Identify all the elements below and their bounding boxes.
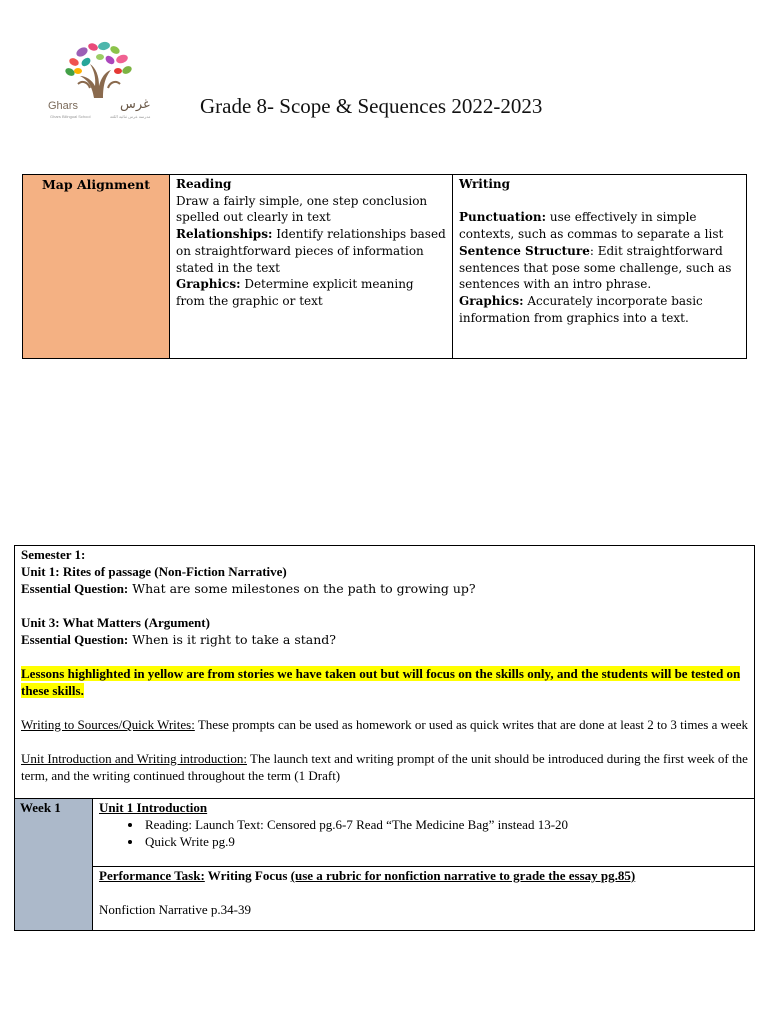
performance-task-rubric: (use a rubric for nonfiction narrative to grade the essay pg.85) [290, 868, 636, 883]
logo-subtitle: Ghars Bilingual School [50, 114, 91, 119]
writing-graphics-text: Accurately incorporate basic information from graphics into a text. [459, 293, 703, 325]
spacer [21, 597, 748, 614]
relationships-text: Identify relationships based on straightforward pieces of information stated in the text [176, 227, 446, 275]
reading-header: Reading [176, 177, 232, 191]
writing-to-sources-label: Writing to Sources/Quick Writes: [21, 717, 195, 732]
highlight-note-text: Lessons highlighted in yellow are from stories we have taken out but will focus on the skills only, and the students will be tested on these skills. [21, 666, 741, 698]
unit3-eq-label: Essential Question: [21, 632, 129, 647]
unit-introduction-text: The launch text and writing prompt of the unit should be introduced during the first week of the term, and the writing continued throughout the term (1 Draft) [21, 751, 748, 783]
graphics-label: Graphics: [176, 277, 241, 292]
writing-graphics [459, 293, 740, 326]
reading-cell [170, 175, 453, 358]
week-1-row [15, 798, 754, 930]
logo-arabic-wordmark: غرس [120, 97, 150, 112]
unit1-essential-question [21, 580, 748, 597]
week-1-performance-task-cell [93, 867, 754, 930]
graphics-text: Determine explicit meaning from the graphic or text [176, 277, 414, 308]
writing-header: Writing [459, 177, 511, 191]
unit3-title: Unit 3: What Matters (Argument) [21, 615, 210, 630]
writing-to-sources-text: These prompts can be used as homework or used as quick writes that are done at least 2 to 3 times a week [194, 717, 749, 732]
spacer [459, 193, 740, 210]
list-item: • Reading: Launch Text: Censored pg.6-7 Read “The Medicine Bag” instead 13-20 [143, 816, 748, 833]
highlight-note [21, 665, 748, 699]
map-alignment-table [22, 174, 747, 359]
sentence-structure-text: : Edit straightforward sentences that pose some challenge, such as sentences with an intro phrase. [459, 243, 732, 292]
reading-graphics [176, 276, 446, 309]
unit1-introduction-title: Unit 1 Introduction [99, 800, 208, 815]
semester-header [21, 546, 748, 784]
semester-table [14, 545, 755, 931]
nonfiction-narrative-item: Nonfiction Narrative p.34-39 [99, 902, 251, 917]
unit1-eq-text: What are some milestones on the path to growing up? [128, 581, 476, 596]
unit3-essential-question [21, 631, 748, 648]
spacer [21, 699, 748, 716]
writing-graphics-label: Graphics: [459, 293, 524, 308]
sentence-structure-label: Sentence Structure [459, 243, 590, 258]
logo-wordmark: Ghars [48, 100, 78, 112]
week-1-label: Week 1 [15, 799, 93, 930]
writing-cell [453, 175, 746, 358]
relationships-label: Relationships: [176, 227, 273, 242]
performance-task-line [99, 867, 748, 884]
spacer [21, 648, 748, 665]
tree-hands-icon [48, 40, 160, 100]
logo-subtitle-arabic: مدرسة غرس ثنائية اللغة [110, 114, 151, 119]
week-1-introduction-cell [93, 799, 754, 867]
unit1-title: Unit 1: Rites of passage (Non-Fiction Narrative) [21, 564, 287, 579]
list-item: • Quick Write pg.9 [143, 833, 748, 850]
page-title: Grade 8- Scope & Sequences 2022-2023 [200, 94, 543, 118]
writing-to-sources [21, 716, 748, 733]
unit3-eq-text: When is it right to take a stand? [128, 632, 336, 647]
unit-introduction-label: Unit Introduction and Writing introduction: [21, 751, 247, 766]
week-1-bullet-list [99, 816, 748, 850]
week-1-body [93, 799, 754, 930]
punctuation-label: Punctuation: [459, 210, 547, 225]
spacer [21, 733, 748, 750]
reading-conclusion: Draw a fairly simple, one step conclusion spelled out clearly in text [176, 193, 428, 225]
writing-punctuation [459, 209, 740, 242]
writing-sentence-structure [459, 243, 740, 293]
spacer [99, 884, 748, 901]
semester-label: Semester 1: [21, 547, 86, 562]
unit1-eq-label: Essential Question: [21, 581, 129, 596]
unit-introduction [21, 750, 748, 784]
reading-relationships [176, 226, 446, 276]
performance-task-focus: Writing Focus [204, 868, 291, 883]
map-alignment-header: Map Alignment [23, 175, 170, 358]
ghars-logo [48, 40, 160, 122]
performance-task-label: Performance Task: [99, 868, 205, 883]
punctuation-text: use effectively in simple contexts, such as commas to separate a list [459, 210, 724, 242]
